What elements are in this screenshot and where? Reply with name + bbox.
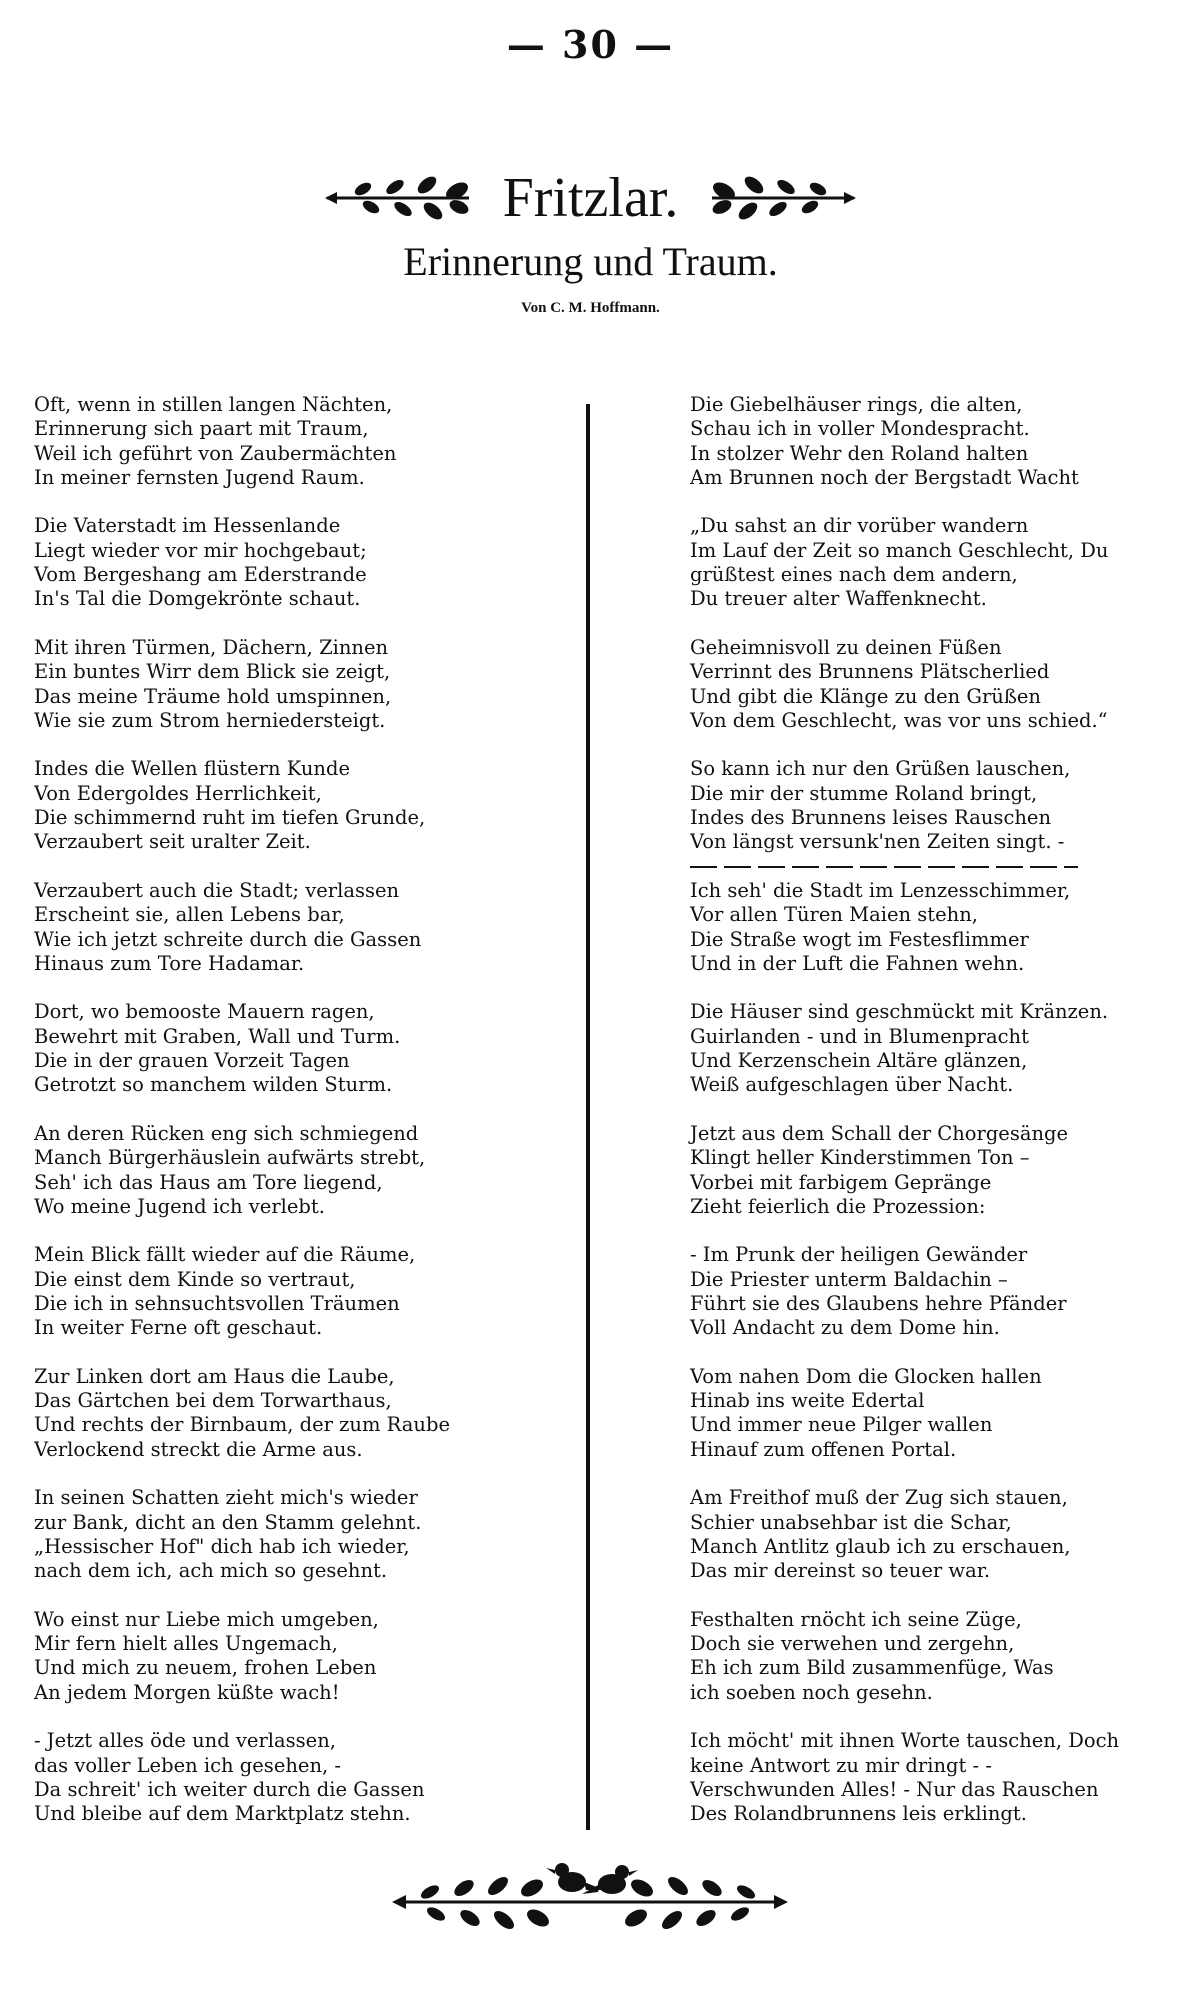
verse-line: Bewehrt mit Graben, Wall und Turm. (34, 1024, 401, 1048)
verse-line: Und immer neue Pilger wallen (690, 1413, 993, 1437)
verse-line: In weiter Ferne oft geschaut. (34, 1316, 323, 1340)
verse-line: Voll Andacht zu dem Dome hin. (690, 1316, 1000, 1340)
stanza (34, 1365, 574, 1462)
verse-line: Seh' ich das Haus am Tore liegend, (34, 1170, 383, 1194)
column-divider (586, 404, 590, 1830)
verse-line: Verzaubert seit uralter Zeit. (34, 830, 311, 854)
verse-line: So kann ich nur den Grüßen lauschen, (690, 757, 1071, 781)
verse-line: Im Lauf der Zeit so manch Geschlecht, Du (690, 538, 1109, 562)
verse-line: „Du sahst an dir vorüber wandern (690, 514, 1029, 538)
section-dash-divider (690, 866, 1078, 868)
verse-line: Des Rolandbrunnens leis erklingt. (690, 1802, 1027, 1826)
stanza (690, 1365, 1160, 1462)
verse-line: Wo meine Jugend ich verlebt. (34, 1194, 325, 1218)
verse-line: Am Brunnen noch der Bergstadt Wacht (690, 465, 1079, 489)
verse-line: Guirlanden - und in Blumenpracht (690, 1024, 1029, 1048)
verse-line: ich soeben noch gesehn. (690, 1680, 933, 1704)
verse-line: Eh ich zum Bild zusammenfüge, Was (690, 1656, 1054, 1680)
verse-line: Vorbei mit farbigem Gepränge (690, 1170, 992, 1194)
verse-line: Und rechts der Birnbaum, der zum Raube (34, 1413, 451, 1437)
verse-line: Wo einst nur Liebe mich umgeben, (34, 1607, 379, 1631)
right-branch-ornament-icon (708, 171, 858, 225)
verse-line: Verzaubert auch die Stadt; verlassen (34, 878, 400, 902)
poem-title: Fritzlar. (502, 167, 679, 229)
stanza (690, 879, 1160, 976)
bird-branch-ornament-icon (390, 1858, 790, 1938)
stanza (34, 636, 574, 733)
verse-line: Liegt wieder vor mir hochgebaut; (34, 538, 367, 562)
verse-line: Mir fern hielt alles Ungemach, (34, 1632, 338, 1656)
verse-line: Geheimnisvoll zu deinen Füßen (690, 635, 1002, 659)
verse-line: Manch Bürgerhäuslein aufwärts strebt, (34, 1146, 426, 1170)
verse-line: Von dem Geschlecht, was vor uns schied.“ (690, 708, 1108, 732)
verse-line: Hinab ins weite Edertal (690, 1389, 925, 1413)
verse-line: Oft, wenn in stillen langen Nächten, (34, 393, 393, 416)
left-column (34, 393, 574, 1851)
verse-line: - Im Prunk der heiligen Gewänder (690, 1243, 1028, 1267)
verse-line: Ein buntes Wirr dem Blick sie zeigt, (34, 660, 391, 684)
verse-line: Die Vaterstadt im Hessenlande (34, 514, 341, 538)
verse-line: Indes die Wellen flüstern Kunde (34, 757, 351, 781)
verse-line: Zieht feierlich die Prozession: (690, 1194, 986, 1218)
stanza (34, 1243, 574, 1340)
stanza (690, 1000, 1160, 1097)
verse-line: Und bleibe auf dem Marktplatz stehn. (34, 1802, 411, 1826)
verse-line: Die einst dem Kinde so vertraut, (34, 1267, 356, 1291)
verse-line: An deren Rücken eng sich schmiegend (34, 1121, 419, 1145)
verse-line: Jetzt aus dem Schall der Chorgesänge (690, 1121, 1069, 1145)
stanza (690, 1122, 1160, 1219)
verse-line: Mein Blick fällt wieder auf die Räume, (34, 1243, 416, 1267)
stanza (34, 1608, 574, 1705)
verse-line: Zur Linken dort am Haus die Laube, (34, 1364, 395, 1388)
verse-line: Wie sie zum Strom herniedersteigt. (34, 708, 386, 732)
verse-line: Vor allen Türen Maien stehn, (690, 903, 978, 927)
verse-line: Verschwunden Alles! - Nur das Rauschen (690, 1777, 1099, 1801)
page-number: — 30 — (506, 22, 675, 67)
verse-line: Erscheint sie, allen Lebens bar, (34, 903, 345, 927)
verse-line: Die Priester unterm Baldachin – (690, 1267, 1008, 1291)
verse-line: Doch sie verwehen und zergehn, (690, 1632, 1015, 1656)
poem-subtitle: Erinnerung und Traum. (403, 239, 778, 284)
verse-line: Die Giebelhäuser rings, die alten, (690, 393, 1023, 416)
verse-line: - Jetzt alles öde und verlassen, (34, 1729, 336, 1753)
stanza (34, 879, 574, 976)
verse-line: Schau ich in voller Mondespracht. (690, 417, 1030, 441)
verse-line: Von Edergoldes Herrlichkeit, (34, 781, 322, 805)
verse-line: Getrotzt so manchem wilden Sturm. (34, 1073, 393, 1097)
verse-line: keine Antwort zu mir dringt - - (690, 1753, 992, 1777)
stanza (690, 1486, 1160, 1583)
stanza (690, 1729, 1160, 1826)
stanza (690, 1243, 1160, 1340)
stanza (690, 514, 1160, 611)
stanza (690, 393, 1160, 490)
verse-line: Wie ich jetzt schreite durch die Gassen (34, 927, 422, 951)
verse-line: Die mir der stumme Roland bringt, (690, 781, 1038, 805)
verse-line: Die Straße wogt im Festesflimmer (690, 927, 1029, 951)
stanza (34, 1486, 574, 1583)
verse-line: Die in der grauen Vorzeit Tagen (34, 1049, 350, 1073)
stanza (690, 757, 1160, 854)
verse-line: In seinen Schatten zieht mich's wieder (34, 1486, 418, 1510)
verse-line: Vom nahen Dom die Glocken hallen (690, 1364, 1042, 1388)
verse-line: Von längst versunk'nen Zeiten singt. - (690, 830, 1065, 854)
verse-line: Das Gärtchen bei dem Torwarthaus, (34, 1389, 392, 1413)
verse-line: Und in der Luft die Fahnen wehn. (690, 951, 1025, 975)
verse-line: Schier unabsehbar ist die Schar, (690, 1510, 1012, 1534)
verse-line: Hinaus zum Tore Hadamar. (34, 951, 305, 975)
verse-line: In stolzer Wehr den Roland halten (690, 441, 1029, 465)
verse-line: Da schreit' ich weiter durch die Gassen (34, 1777, 425, 1801)
title-row (0, 167, 1181, 229)
verse-line: Das mir dereinst so teuer war. (690, 1559, 991, 1583)
verse-line: Ich seh' die Stadt im Lenzesschimmer, (690, 878, 1071, 902)
verse-line: Das meine Träume hold umspinnen, (34, 684, 392, 708)
verse-line: In's Tal die Domgekrönte schaut. (34, 587, 361, 611)
stanza (34, 757, 574, 854)
verse-line: Die schimmernd ruht im tiefen Grunde, (34, 806, 426, 830)
verse-line: Erinnerung sich paart mit Traum, (34, 417, 369, 441)
author-byline: Von C. M. Hoffmann. (521, 300, 660, 316)
verse-line: An jedem Morgen küßte wach! (34, 1680, 340, 1704)
left-branch-ornament-icon (323, 171, 473, 225)
verse-line: Und mich zu neuem, frohen Leben (34, 1656, 377, 1680)
stanza (34, 1000, 574, 1097)
verse-line: Mit ihren Türmen, Dächern, Zinnen (34, 635, 389, 659)
verse-line: „Hessischer Hof" dich hab ich wieder, (34, 1534, 410, 1558)
verse-line: Und Kerzenschein Altäre glänzen, (690, 1049, 1028, 1073)
stanza (690, 636, 1160, 733)
verse-line: Die ich in sehnsuchtsvollen Träumen (34, 1291, 400, 1315)
verse-line: Klingt heller Kinderstimmen Ton – (690, 1146, 1030, 1170)
stanza (34, 393, 574, 490)
verse-line: Du treuer alter Waffenknecht. (690, 587, 987, 611)
verse-line: Verrinnt des Brunnens Plätscherlied (690, 660, 1050, 684)
verse-line: Weil ich geführt von Zaubermächten (34, 441, 397, 465)
stanza (34, 514, 574, 611)
stanza (34, 1729, 574, 1826)
verse-line: Manch Antlitz glaub ich zu erschauen, (690, 1534, 1071, 1558)
verse-line: Indes des Brunnens leises Rauschen (690, 806, 1052, 830)
verse-line: Führt sie des Glaubens hehre Pfänder (690, 1291, 1067, 1315)
verse-line: Verlockend streckt die Arme aus. (34, 1437, 363, 1461)
verse-line: Am Freithof muß der Zug sich stauen, (690, 1486, 1068, 1510)
verse-line: zur Bank, dicht an den Stamm gelehnt. (34, 1510, 422, 1534)
verse-line: grüßtest eines nach dem andern, (690, 563, 1018, 587)
verse-line: Die Häuser sind geschmückt mit Kränzen. (690, 1000, 1109, 1024)
right-column (690, 393, 1160, 1851)
verse-line: Hinauf zum offenen Portal. (690, 1437, 957, 1461)
verse-line: das voller Leben ich gesehen, - (34, 1753, 342, 1777)
stanza (34, 1122, 574, 1219)
verse-line: In meiner fernsten Jugend Raum. (34, 465, 365, 489)
verse-line: Und gibt die Klänge zu den Grüßen (690, 684, 1041, 708)
verse-line: nach dem ich, ach mich so gesehnt. (34, 1559, 388, 1583)
verse-line: Dort, wo bemooste Mauern ragen, (34, 1000, 375, 1024)
verse-line: Vom Bergeshang am Ederstrande (34, 563, 367, 587)
verse-line: Weiß aufgeschlagen über Nacht. (690, 1073, 1014, 1097)
verse-line: Ich möcht' mit ihnen Worte tauschen, Doch (690, 1729, 1120, 1753)
verse-line: Festhalten rnöcht ich seine Züge, (690, 1607, 1022, 1631)
stanza (690, 1608, 1160, 1705)
